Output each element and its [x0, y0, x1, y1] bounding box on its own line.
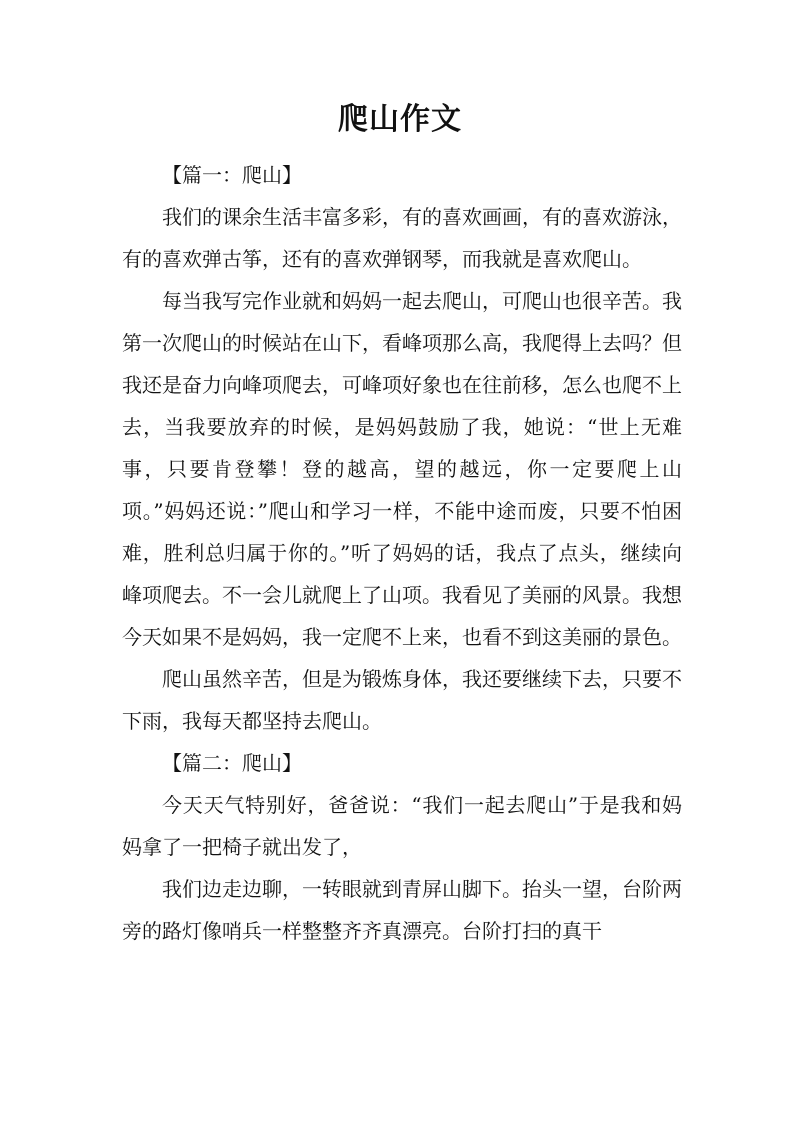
paragraph: 今天天气特别好，爸爸说：“我们一起去爬山”于是我和妈妈拿了一把椅子就出发了，	[122, 793, 682, 859]
paragraph: 我们的课余生活丰富多彩，有的喜欢画画，有的喜欢游泳，有的喜欢弹古筝，还有的喜欢弹钢琴，而我就是喜欢爬山。	[122, 205, 682, 271]
document-title: 爬山作文	[338, 102, 462, 137]
section-heading-2: 【篇二：爬山】	[162, 751, 302, 775]
section-heading-1: 【篇一：爬山】	[162, 163, 302, 187]
paragraph: 我们边走边聊，一转眼就到青屏山脚下。抬头一望，台阶两旁的路灯像哨兵一样整整齐齐真漂亮。台阶打扫的真干	[122, 877, 682, 943]
document-body	[122, 154, 682, 952]
paragraph: 每当我写完作业就和妈妈一起去爬山，可爬山也很辛苦。我第一次爬山的时候站在山下，看峰项那么高，我爬得上去吗？但我还是奋力向峰项爬去，可峰项好象也在往前移，怎么也爬不上去，当我要放弃的时候，是妈妈鼓励了我，她说：“世上无难事，只要肯登攀！登的越高，望的越远，你一定要爬上山项。”妈妈还说：”爬山和学习一样，不能中途而废，只要不怕困难，胜利总归属于你的。”听了妈妈的话，我点了点头，继续向峰项爬去。不一会儿就爬上了山项。我看见了美丽的风景。我想今天如果不是妈妈，我一定爬不上来，也看不到这美丽的景色。	[122, 289, 682, 649]
paragraph: 爬山虽然辛苦，但是为锻炼身体，我还要继续下去，只要不下雨，我每天都坚持去爬山。	[122, 667, 682, 733]
